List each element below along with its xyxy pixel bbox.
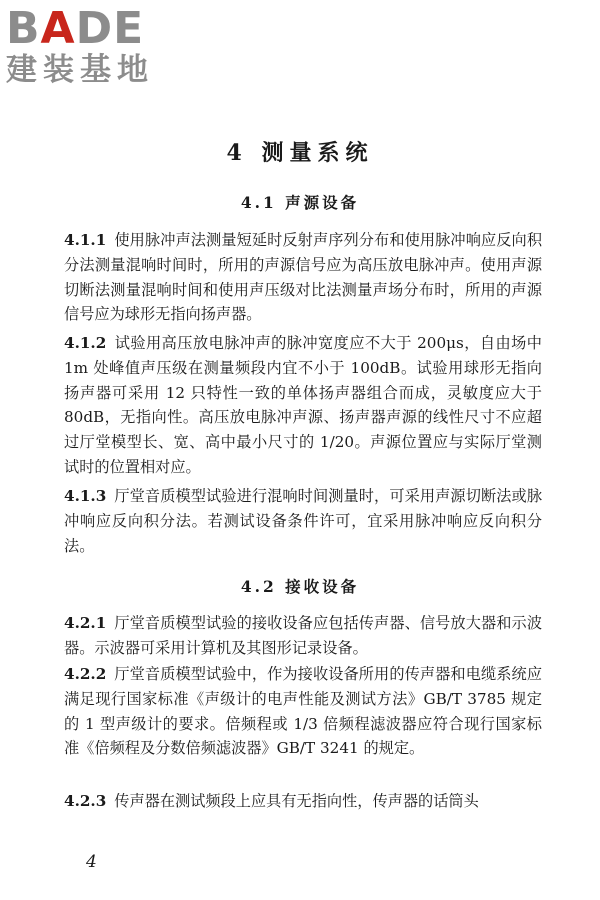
logo-letter-b: B bbox=[6, 3, 41, 54]
clause-number: 4.1.3 bbox=[64, 487, 107, 505]
logo-letter-a-accent: A bbox=[40, 3, 76, 54]
clause-number: 4.1.1 bbox=[64, 231, 107, 249]
clause-4-2-3 bbox=[64, 789, 542, 814]
logo-letters-de: DE bbox=[75, 3, 145, 54]
section-title-4-1: 4.1 声源设备 bbox=[240, 193, 360, 212]
section-title-4-2: 4.2 接收设备 bbox=[240, 577, 360, 596]
page-number: 4 bbox=[86, 852, 97, 872]
clause-4-1-1 bbox=[64, 228, 542, 327]
clause-text: 传声器在测试频段上应具有无指向性，传声器的话筒头 bbox=[114, 792, 479, 810]
clause-number: 4.2.3 bbox=[64, 792, 107, 810]
logo-subtitle: 建装基地 bbox=[6, 52, 154, 88]
clause-text: 厅堂音质模型试验的接收设备应包括传声器、信号放大器和示波器。示波器可采用计算机及其图形记录设备。 bbox=[64, 614, 542, 657]
logo-wordmark bbox=[6, 3, 176, 54]
chapter-title: 4 测量系统 bbox=[226, 140, 374, 166]
clause-4-1-3 bbox=[64, 484, 542, 558]
clause-4-2-1 bbox=[64, 611, 542, 661]
clause-text: 试验用高压放电脉冲声的脉冲宽度应不大于 200μs，自由场中 1m 处峰值声压级在测量频段内宜不小于 100dB。试验用球形无指向扬声器可采用 12 只特性一致的单体扬声器组合而成，灵敏度应大于 80dB，无指向性。高压放电脉冲声源、扬声器声源的线性尺寸不应超过厅堂模型长、宽、高中最小尺寸的 1/20。声源位置应与实际厅堂测试时的位置相对应。 bbox=[64, 334, 542, 476]
clause-text: 使用脉冲声法测量短延时反射声序列分布和使用脉冲响应反向积分法测量混响时间时，所用的声源信号应为高压放电脉冲声。使用声源切断法测量混响时间和使用声压级对比法测量声场分布时，所用的声源信号应为球形无指向扬声器。 bbox=[64, 231, 542, 324]
clause-number: 4.2.1 bbox=[64, 614, 107, 632]
clause-number: 4.1.2 bbox=[64, 334, 107, 352]
clause-text: 厅堂音质模型试验中，作为接收设备所用的传声器和电缆系统应满足现行国家标准《声级计的电声性能及测试方法》GB/T 3785 规定的 1 型声级计的要求。倍频程或 1/3 倍频程滤波器应符合现行国家标准《倍频程及分数倍频滤波器》GB/T 3241 的规定。 bbox=[64, 665, 542, 758]
clause-4-2-2 bbox=[64, 662, 542, 761]
clause-4-1-2 bbox=[64, 331, 542, 480]
bade-logo bbox=[6, 3, 176, 88]
clause-number: 4.2.2 bbox=[64, 665, 107, 683]
clause-text: 厅堂音质模型试验进行混响时间测量时，可采用声源切断法或脉冲响应反向积分法。若测试设备条件许可，宜采用脉冲响应反向积分法。 bbox=[64, 487, 542, 555]
